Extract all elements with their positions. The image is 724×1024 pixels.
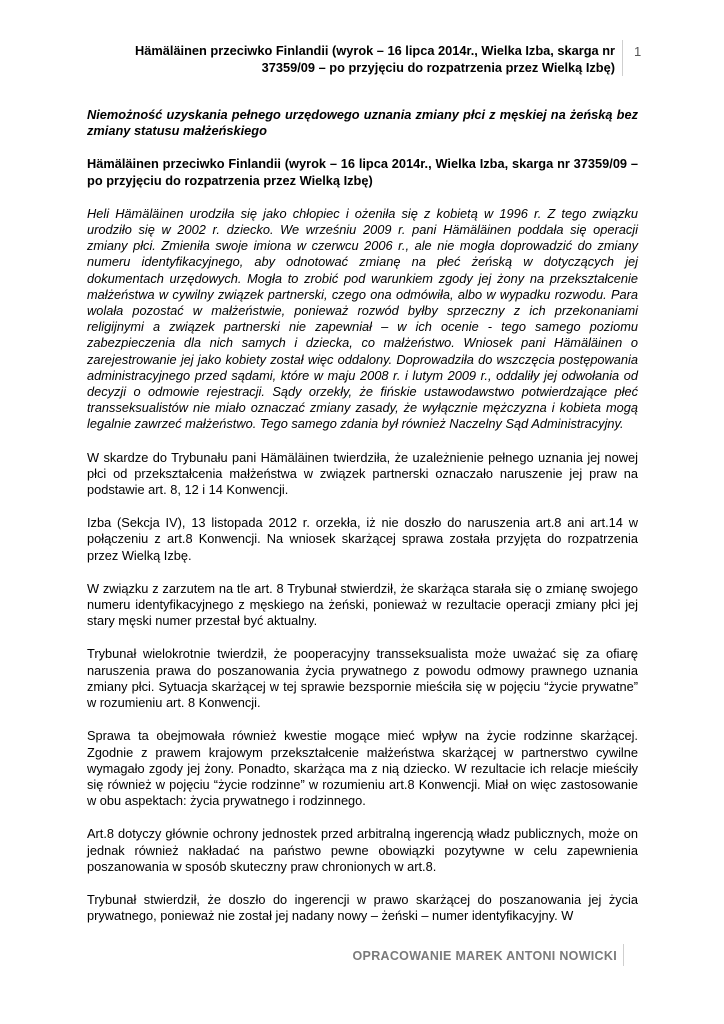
paragraph: Sprawa ta obejmowała również kwestie mogące mieć wpływ na życie rodzinne skarżącej. Zgodnie z prawem krajowym przekształcenie małżeństwa skarżącej w partnerstwo cywilne wymagało zgody jej żony. Ponadto, skarżąca ma z nią dziecko. W rezultacie ich relacje mieściły się również w pojęciu “życie rodzinne” w rozumieniu art.8 Konwencji. Miał on więc zastosowanie w obu aspektach: życia prywatnego i rodzinnego. xyxy=(87,728,638,809)
page-number: 1 xyxy=(622,40,646,76)
paragraph: Art.8 dotyczy głównie ochrony jednostek przed arbitralną ingerencją władz publicznych, może on jednak również nakładać na państwo pewne obowiązki pozytywne w celu zapewnienia poszanowania w sposób skuteczny praw chronionych w art.8. xyxy=(87,826,638,874)
paragraph: Trybunał wielokrotnie twierdził, że pooperacyjny transseksualista może uważać się za ofiarę naruszenia prawa do poszanowania życia prywatnego z powodu odmowy prawnego uznania zmiany płci. Sytuacja skarżącej w tej sprawie bezspornie mieściła się w pojęciu “życie prywatne” w rozumieniu art. 8 Konwencji. xyxy=(87,646,638,711)
footer-divider xyxy=(623,944,624,966)
facts-paragraph: Heli Hämäläinen urodziła się jako chłopiec i ożeniła się z kobietą w 1996 r. Z tego związku urodziło się w 2002 r. dziecko. We wrześniu 2009 r. pani Hämäläinen poddała się operacji zmiany płci. Zmieniła swoje imiona w czerwcu 2006 r., ale nie mogła doprowadzić do zmiany numeru identyfikacyjnego, aby odnotować zmianę na płeć żeńską w dotyczących jej dokumentach urzędowych. Mogła to zrobić pod warunkiem zgody jej żony na przekształcenie małżeństwa w cywilny związek partnerski, czego ona odmówiła, albo w wypadku rozwodu. Para wolała pozostać w małżeństwie, ponieważ rozwód byłby sprzeczny z ich przekonaniami religijnymi a związek partnerski nie zapewniał – w ich ocenie - tego samego poziomu zabezpieczenia dla nich samych i dziecka, co małżeństwo. Wniosek pani Hämäläinen o zarejestrowanie jej jako kobiety został więc oddalony. Doprowadziła do wszczęcia postępowania administracyjnego przed sądami, które w maju 2008 r. i lutym 2009 r., oddaliły jej odwołania od decyzji o odmowie rejestracji. Sądy orzekły, że fińskie ustawodawstwo potwierdzające płeć transseksualistów nie miało oznaczać zmiany zasady, że wyłącznie mężczyzna i kobieta mogą legalnie zawrzeć małżeństwo. Tego samego zdania był również Naczelny Sąd Administracyjny. xyxy=(87,205,638,432)
case-title: Hämäläinen przeciwko Finlandii (wyrok – 16 lipca 2014r., Wielka Izba, skarga nr 37359/09 – po przyjęciu do rozpatrzenia przez Wielką Izbę) xyxy=(87,156,638,188)
paragraph: Trybunał stwierdził, że doszło do ingerencji w prawo skarżącej do poszanowania jej życia prywatnego, ponieważ nie został jej nadany nowy – żeński – numer identyfikacyjny. W xyxy=(87,891,638,924)
running-header-title: Hämäläinen przeciwko Finlandii (wyrok – 16 lipca 2014r., Wielka Izba, skarga nr 37359/09 – po przyjęciu do rozpatrzenia przez Wielką Izbę) xyxy=(135,43,615,75)
paragraph: W skardze do Trybunału pani Hämäläinen twierdziła, że uzależnienie pełnego uznania jej nowej płci od przekształcenia małżeństwa w związek partnerski oznaczało naruszenie jej praw na podstawie art. 8, 12 i 14 Konwencji. xyxy=(87,449,638,498)
document-body xyxy=(87,107,638,941)
document-subject: Niemożność uzyskania pełnego urzędowego uznania zmiany płci z męskiej na żeńską bez zmiany statusu małżeńskiego xyxy=(87,107,638,139)
footer-author: OPRACOWANIE MAREK ANTONI NOWICKI xyxy=(352,949,617,963)
paragraph: W związku z zarzutem na tle art. 8 Trybunał stwierdził, że skarżąca starała się o zmianę swojego numeru identyfikacyjnego z męskiego na żeński, ponieważ w rezultacie operacji zmiany płci jej stary męski numer przestał być aktualny. xyxy=(87,580,638,629)
paragraph: Izba (Sekcja IV), 13 listopada 2012 r. orzekła, iż nie doszło do naruszenia art.8 ani art.14 w połączeniu z art.8 Konwencji. Na wniosek skarżącej sprawa została przyjęta do rozpatrzenia przez Wielką Izbę. xyxy=(87,515,638,563)
